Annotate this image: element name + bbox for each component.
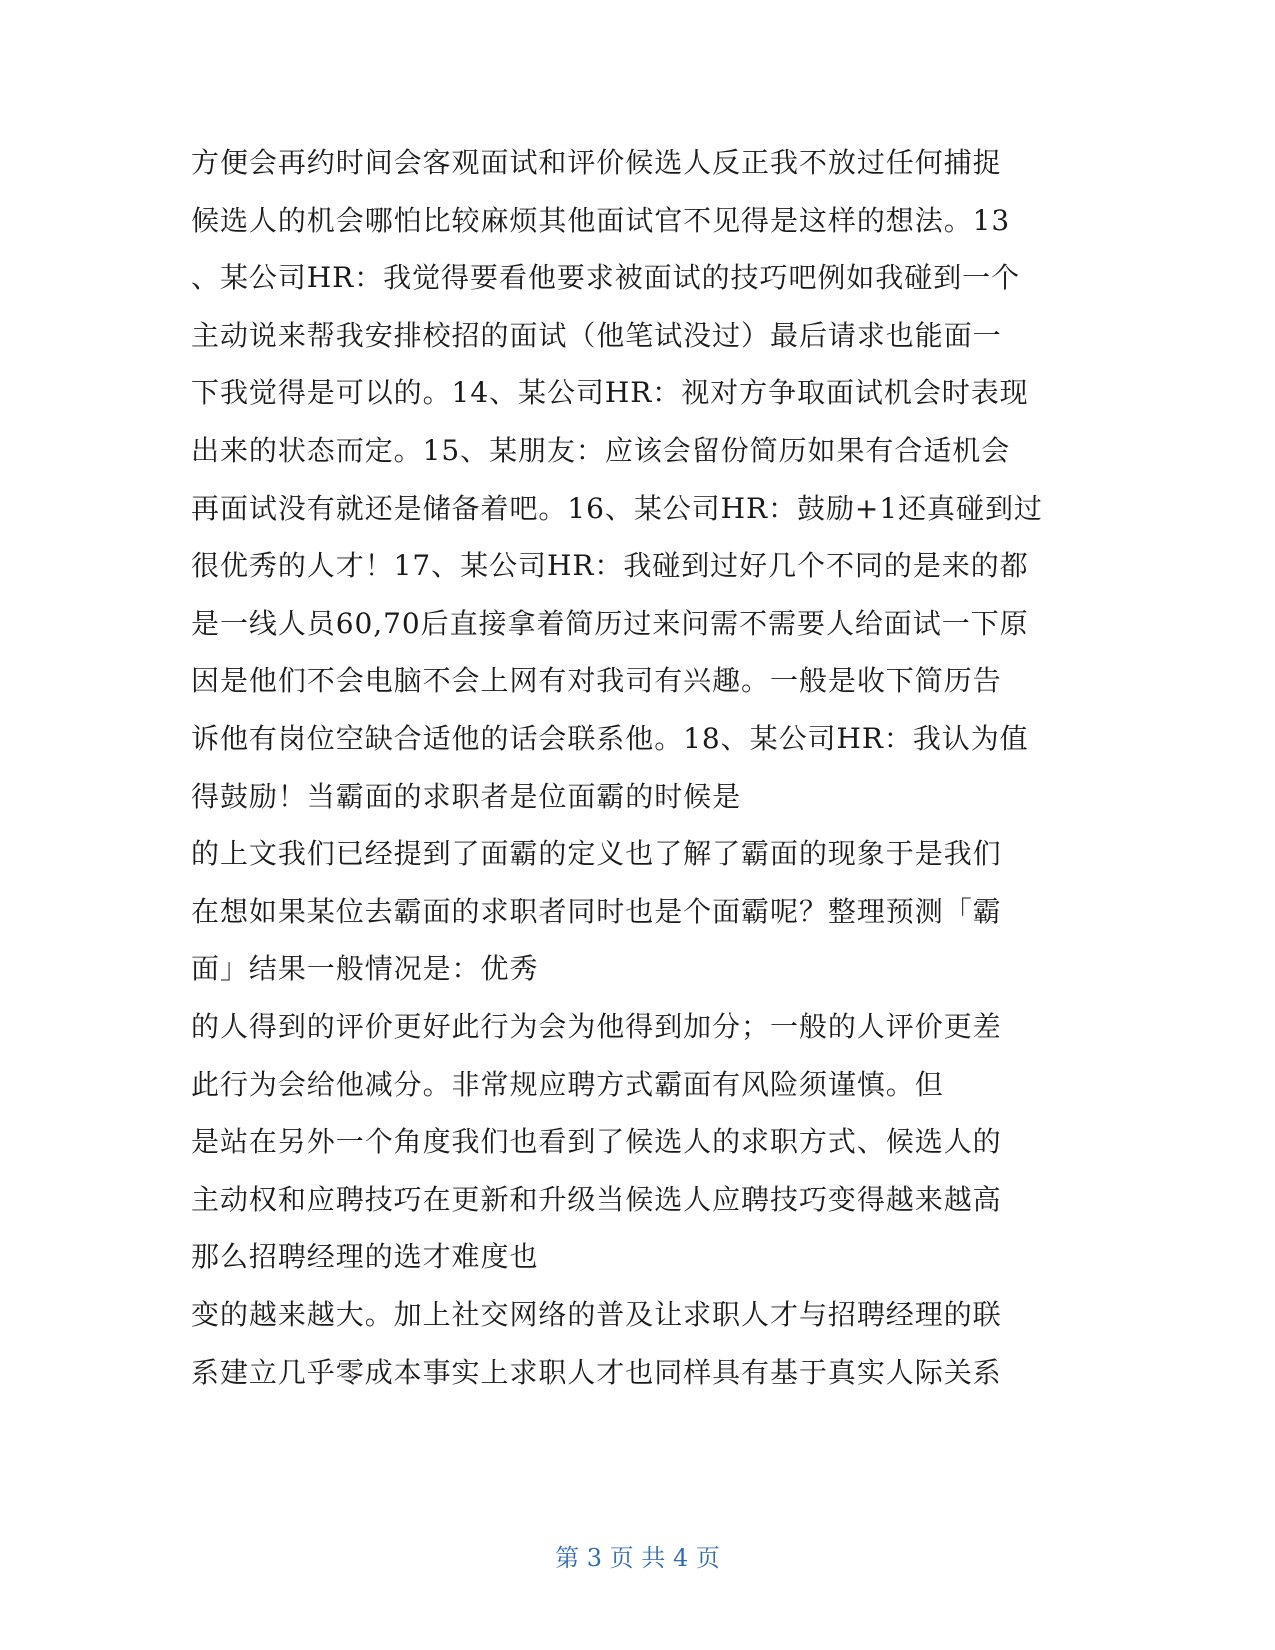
body-text-line: 再面试没有就还是储备着吧。16、某公司HR：鼓励+1还真碰到过: [191, 492, 1043, 525]
body-text-line: 那么招聘经理的选才难度也: [191, 1240, 539, 1273]
body-text-line: 在想如果某位去霸面的求职者同时也是个面霸呢？整理预测「霸: [191, 895, 1002, 928]
page-number-footer: 第 3 页 共 4 页: [555, 1544, 720, 1572]
body-text-line: 主动说来帮我安排校招的面试（他笔试没过）最后请求也能面一: [191, 319, 1002, 352]
body-text-line: 方便会再约时间会客观面试和评价候选人反正我不放过任何捕捉: [191, 146, 1002, 179]
body-text-line: 是站在另外一个角度我们也看到了候选人的求职方式、候选人的: [191, 1125, 1002, 1158]
body-text-line: 下我觉得是可以的。14、某公司HR：视对方争取面试机会时表现: [191, 376, 1029, 409]
body-text-line: 的上文我们已经提到了面霸的定义也了解了霸面的现象于是我们: [191, 837, 1002, 870]
body-text-line: 因是他们不会电脑不会上网有对我司有兴趣。一般是收下简历告: [191, 664, 1002, 697]
body-text-line: 是一线人员60,70后直接拿着简历过来问需不需要人给面试一下原: [191, 607, 1029, 640]
body-text-line: 此行为会给他减分。非常规应聘方式霸面有风险须谨慎。但: [191, 1068, 944, 1101]
body-text-line: 主动权和应聘技巧在更新和升级当候选人应聘技巧变得越来越高: [191, 1183, 1002, 1216]
body-text-line: 面」结果一般情况是：优秀: [191, 952, 539, 985]
body-text-line: 候选人的机会哪怕比较麻烦其他面试官不见得是这样的想法。13: [191, 204, 1011, 237]
body-text-line: 变的越来越大。加上社交网络的普及让求职人才与招聘经理的联: [191, 1298, 1002, 1331]
body-text-line: 系建立几乎零成本事实上求职人才也同样具有基于真实人际关系: [191, 1356, 1002, 1389]
body-text-line: 的人得到的评价更好此行为会为他得到加分；一般的人评价更差: [191, 1010, 1002, 1043]
body-text-line: 诉他有岗位空缺合适他的话会联系他。18、某公司HR：我认为值: [191, 722, 1029, 755]
body-text-line: 很优秀的人才！17、某公司HR：我碰到过好几个不同的是来的都: [191, 549, 1029, 582]
body-text-line: 、某公司HR：我觉得要看他要求被面试的技巧吧例如我碰到一个: [191, 261, 1021, 294]
body-text-line: 得鼓励！当霸面的求职者是位面霸的时候是: [191, 780, 742, 813]
body-text-line: 出来的状态而定。15、某朋友：应该会留份简历如果有合适机会: [191, 434, 1011, 467]
